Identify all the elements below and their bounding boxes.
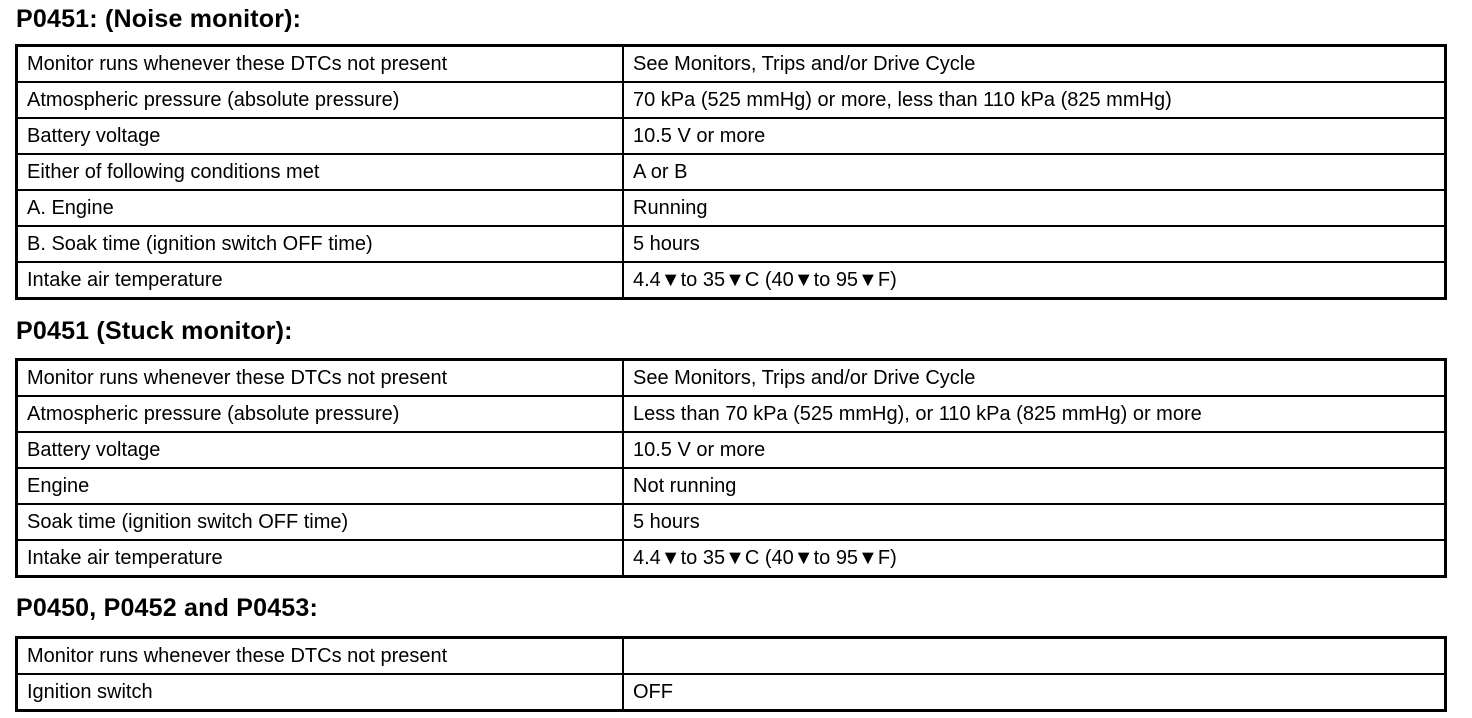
table-row <box>17 154 1446 190</box>
condition-cell: A. Engine <box>17 190 624 226</box>
condition-cell: Monitor runs whenever these DTCs not present <box>17 638 624 675</box>
condition-cell: Either of following conditions met <box>17 154 624 190</box>
condition-cell: Ignition switch <box>17 674 624 711</box>
condition-cell: Engine <box>17 468 624 504</box>
value-cell: See Monitors, Trips and/or Drive Cycle <box>623 360 1446 397</box>
table-row <box>17 360 1446 397</box>
section-title: P0450, P0452 and P0453: <box>16 594 319 622</box>
value-cell: 4.4▼to 35▼C (40▼to 95▼F) <box>623 540 1446 577</box>
conditions-table <box>15 358 1447 578</box>
value-cell: Less than 70 kPa (525 mmHg), or 110 kPa (825 mmHg) or more <box>623 396 1446 432</box>
conditions-table <box>15 44 1447 300</box>
value-cell: A or B <box>623 154 1446 190</box>
value-cell: 4.4▼to 35▼C (40▼to 95▼F) <box>623 262 1446 299</box>
value-cell: See Monitors, Trips and/or Drive Cycle <box>623 46 1446 83</box>
value-cell <box>623 638 1446 675</box>
value-cell: 10.5 V or more <box>623 118 1446 154</box>
table-row <box>17 432 1446 468</box>
table-row <box>17 190 1446 226</box>
condition-cell: Intake air temperature <box>17 262 624 299</box>
value-cell: 5 hours <box>623 226 1446 262</box>
condition-cell: Monitor runs whenever these DTCs not present <box>17 46 624 83</box>
table-row <box>17 468 1446 504</box>
value-cell: OFF <box>623 674 1446 711</box>
conditions-table <box>15 636 1447 712</box>
table-row <box>17 82 1446 118</box>
condition-cell: B. Soak time (ignition switch OFF time) <box>17 226 624 262</box>
table-row <box>17 674 1446 711</box>
condition-cell: Atmospheric pressure (absolute pressure) <box>17 82 624 118</box>
value-cell: Running <box>623 190 1446 226</box>
section-title: P0451: (Noise monitor): <box>16 5 302 33</box>
value-cell: 10.5 V or more <box>623 432 1446 468</box>
value-cell: Not running <box>623 468 1446 504</box>
condition-cell: Battery voltage <box>17 118 624 154</box>
value-cell: 5 hours <box>623 504 1446 540</box>
table-row <box>17 226 1446 262</box>
table-row <box>17 540 1446 577</box>
condition-cell: Monitor runs whenever these DTCs not present <box>17 360 624 397</box>
condition-cell: Atmospheric pressure (absolute pressure) <box>17 396 624 432</box>
condition-cell: Soak time (ignition switch OFF time) <box>17 504 624 540</box>
value-cell: 70 kPa (525 mmHg) or more, less than 110 kPa (825 mmHg) <box>623 82 1446 118</box>
table-row <box>17 118 1446 154</box>
condition-cell: Intake air temperature <box>17 540 624 577</box>
table-row <box>17 638 1446 675</box>
table-row <box>17 504 1446 540</box>
table-row <box>17 46 1446 83</box>
section-title: P0451 (Stuck monitor): <box>16 317 293 345</box>
table-row <box>17 262 1446 299</box>
condition-cell: Battery voltage <box>17 432 624 468</box>
table-row <box>17 396 1446 432</box>
